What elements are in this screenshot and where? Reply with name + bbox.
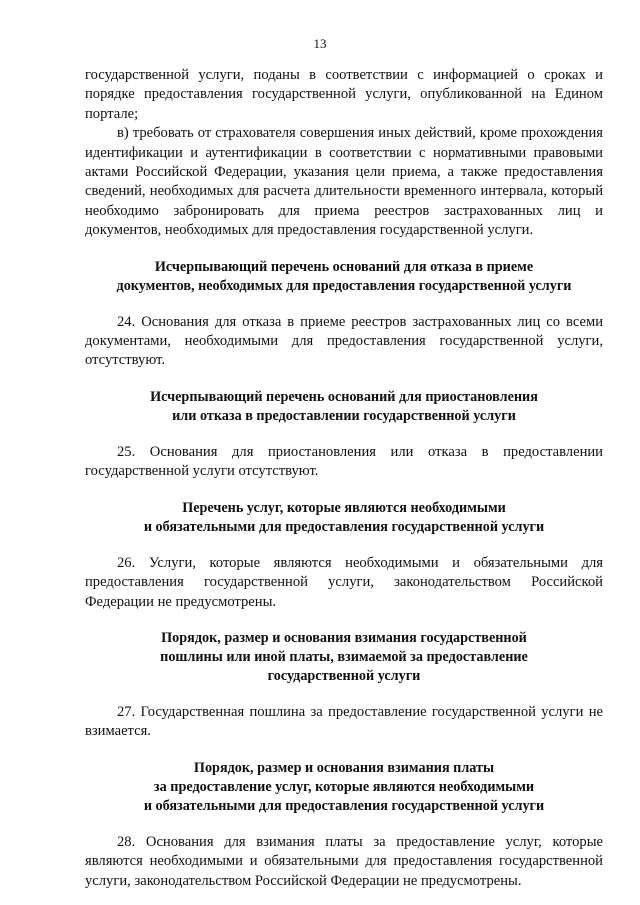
heading-line: Исчерпывающий перечень оснований для приостановления: [150, 388, 538, 405]
heading-line: и обязательными для предоставления государственной услуги: [143, 518, 545, 535]
heading-line: Исчерпывающий перечень оснований для отказа в приеме: [154, 258, 534, 275]
section-heading: [85, 258, 603, 296]
section-paragraph: 27. Государственная пошлина за предоставление государственной услуги не взимается.: [85, 703, 603, 740]
heading-line: или отказа в предоставлении государственной услуги: [172, 407, 516, 424]
section-heading: [85, 388, 603, 426]
heading-line: и обязательными для предоставления государственной услуги: [143, 797, 545, 814]
page-number: 13: [313, 36, 327, 51]
heading-line: за предоставление услуг, которые являются необходимыми: [153, 778, 535, 795]
continuation-paragraph: государственной услуги, поданы в соответствии с информацией о сроках и порядке предоставления государственной услуги, опубликованной на Едином портале;: [85, 67, 603, 122]
heading-line: Порядок, размер и основания взимания государственной: [161, 629, 527, 646]
section-heading: [85, 759, 603, 816]
section-paragraph: 24. Основания для отказа в приеме реестров застрахованных лиц со всеми документами, необходимыми для предоставления государственной услуги, отсутствуют.: [85, 313, 603, 369]
section-paragraph: 25. Основания для приостановления или отказа в предоставлении государственной услуги отсутствуют.: [85, 443, 603, 480]
heading-line: Порядок, размер и основания взимания платы: [193, 759, 495, 776]
section-paragraph: 28. Основания для взимания платы за предоставление услуг, которые являются необходимыми и обязательными для предоставления государственной услуги, законодательством Российской Федерации не предусмотрены.: [85, 833, 603, 889]
section-heading: [85, 629, 603, 686]
section-paragraph: 26. Услуги, которые являются необходимыми и обязательными для предоставления государственной услуги, законодательством Российской Федерации не предусмотрены.: [85, 554, 603, 610]
heading-line: документов, необходимых для предоставления государственной услуги: [116, 277, 572, 294]
heading-line: Перечень услуг, которые являются необходимыми: [182, 499, 506, 516]
heading-line: пошлины или иной платы, взимаемой за предоставление: [160, 648, 528, 665]
item-v-paragraph: в) требовать от страхователя совершения иных действий, кроме прохождения идентификации и аутентификации в соответствии с нормативными правовыми актами Российской Федерации, указания цели приема, а также предоставления сведений, необходимых для расчета длительности временного интервала, который необходимо забронировать для приема реестров застрахованных лиц и документов, необходимых для предоставления государственной услуги.: [85, 125, 603, 239]
page-content: [85, 66, 603, 891]
section-heading: [85, 499, 603, 537]
heading-line: государственной услуги: [267, 667, 421, 684]
